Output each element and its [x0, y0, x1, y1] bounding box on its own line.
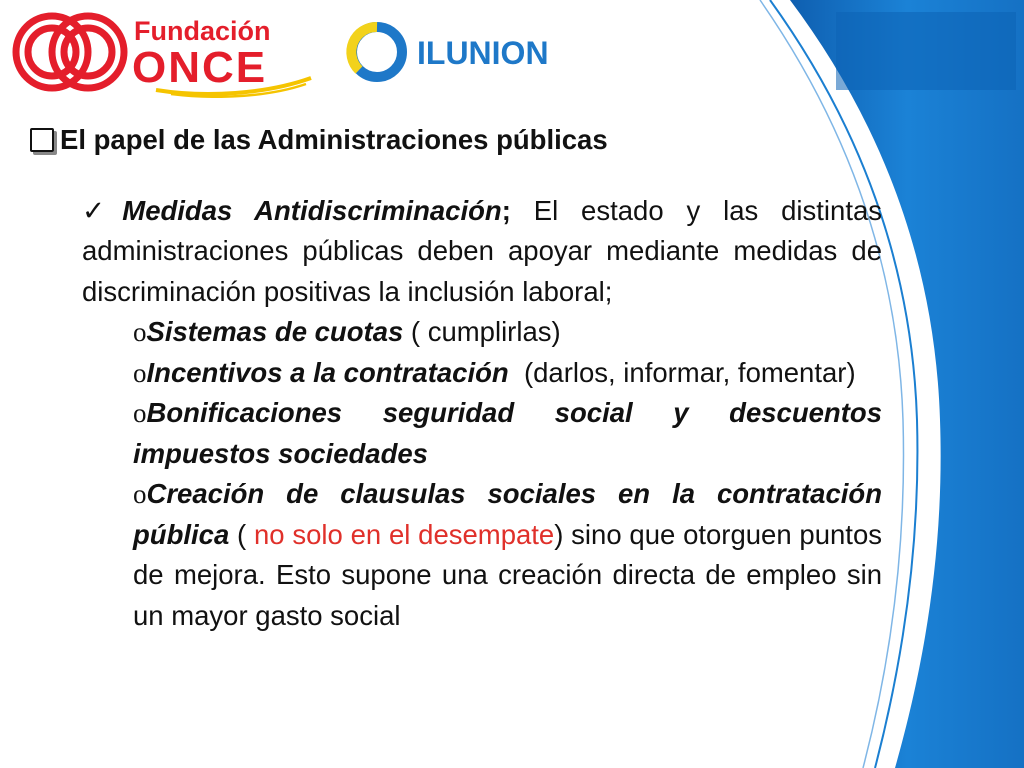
circle-bullet-icon: o: [133, 317, 147, 347]
list-item: [133, 353, 882, 394]
slide-content: [24, 120, 882, 636]
item-title: Incentivos a la contratación: [146, 356, 509, 388]
fundacion-once-logo: [6, 6, 316, 98]
intro-emphasis: Medidas Antidiscriminación: [122, 194, 502, 226]
item-text-after: ) sino que otorguen puntos de mejora. Esto supone una creación directa de empleo sin un mayor gasto social: [133, 518, 882, 631]
circle-bullet-icon: o: [133, 479, 147, 509]
item-text-before: (: [229, 518, 254, 550]
item-title: Creación de clausulas sociales en la contratación pública: [133, 478, 882, 550]
circle-bullet-icon: o: [133, 398, 147, 428]
ilunion-logo: [345, 18, 585, 88]
list-item: [133, 312, 882, 353]
list-item: [133, 474, 882, 636]
item-title: Bonificaciones seguridad social y descuentos impuestos sociedades: [133, 397, 882, 469]
item-title: Sistemas de cuotas: [146, 316, 404, 347]
intro-text: El estado y las distintas administraciones públicas deben apoyar mediante medidas de discriminación positivas la inclusión laboral;: [82, 194, 883, 307]
intro-semicolon: ;: [501, 194, 511, 226]
slide-heading: [24, 120, 882, 161]
svg-text:ILUNION: ILUNION: [417, 35, 549, 71]
svg-text:Fundación: Fundación: [134, 16, 271, 46]
intro-paragraph: [82, 191, 882, 313]
circle-bullet-icon: o: [133, 357, 147, 388]
item-text: ( cumplirlas): [403, 316, 561, 347]
checkbox-bullet-icon: [30, 128, 54, 152]
heading-text: El papel de las Administraciones públicas: [60, 124, 608, 155]
check-mark-icon: ✓: [82, 194, 121, 226]
highlighted-text: no solo en el desempate: [254, 518, 555, 550]
item-text: (darlos, informar, fomentar): [508, 356, 856, 388]
svg-text:ONCE: ONCE: [132, 43, 268, 92]
list-item: [133, 393, 882, 474]
